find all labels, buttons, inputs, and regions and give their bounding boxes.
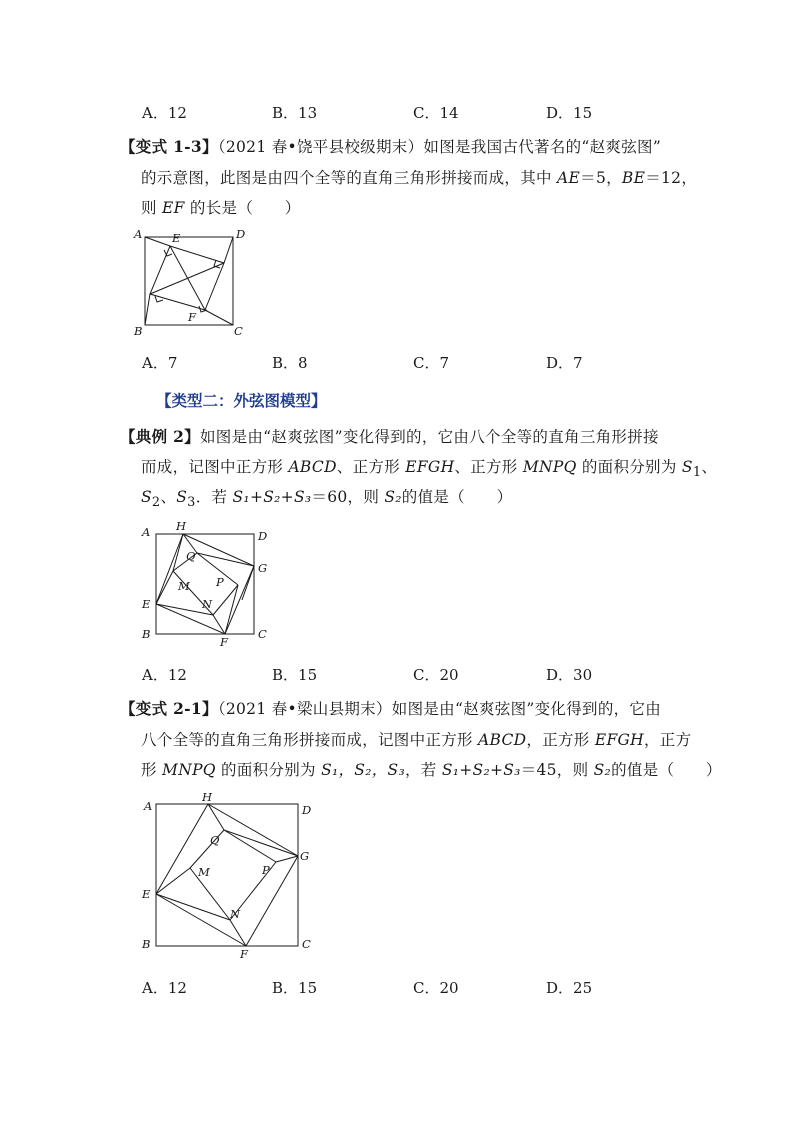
v21-text-2b: ，正方形 <box>526 731 595 749</box>
v21-label-f: F <box>240 947 248 961</box>
v21-var-s2: S₂ <box>593 761 612 779</box>
v21-label-q: Q <box>210 833 220 847</box>
v21-option-c[interactable]: C．20 <box>413 979 459 997</box>
ex2-label-e: E <box>142 597 151 611</box>
ex2-label-a: A <box>142 525 151 539</box>
ex2-line-1 <box>120 425 659 447</box>
v21-outer-square <box>156 804 298 946</box>
v21-label-m: M <box>198 865 210 879</box>
v21-var-efgh: EFGH <box>594 731 644 749</box>
v21-text-3e: 的值是（ ） <box>611 761 722 779</box>
q13-text-1: 如图是我国古代著名的“赵爽弦图” <box>423 138 662 156</box>
ex2-option-c[interactable]: C．20 <box>413 666 459 684</box>
ex2-label-g: G <box>258 561 268 575</box>
ex2-sub-3: 3 <box>187 495 196 511</box>
q13-label-d: D <box>236 227 246 241</box>
q13-var-be: BE <box>621 169 646 187</box>
ex2-hidden <box>242 566 254 600</box>
q13-label-b: B <box>134 324 143 338</box>
q13-var-ae: AE <box>557 169 581 187</box>
ex2-line-2 <box>141 455 717 480</box>
ex2-label-d: D <box>258 529 268 543</box>
v21-line-3 <box>141 758 722 780</box>
ex2-label-c: C <box>258 627 267 641</box>
v21-option-a[interactable]: A．12 <box>142 979 187 997</box>
ex2-figure <box>136 516 276 652</box>
ex2-sub-1: 1 <box>692 465 702 481</box>
ex2-label-n: N <box>202 597 213 611</box>
v21-var-s123: S₁，S₂，S₃ <box>321 761 405 779</box>
ex2-var-mnpq: MNPQ <box>522 458 577 476</box>
ex2-label-q: Q <box>186 549 196 563</box>
ex2-tag: 【典例 2】 <box>120 427 200 446</box>
v21-text-1: 如图是由“赵爽弦图”变化得到的，它由 <box>391 700 662 718</box>
ex2-var-s3: S <box>176 488 188 506</box>
ex2-var-s1: S <box>681 458 693 476</box>
v21-label-g: G <box>300 849 310 863</box>
v21-var-sum: S₁+S₂+S₃ <box>441 761 521 779</box>
v21-option-b[interactable]: B．15 <box>272 979 318 997</box>
ex2-option-b[interactable]: B．15 <box>272 666 318 684</box>
v21-label-h: H <box>202 790 213 804</box>
option-b[interactable]: B．13 <box>272 104 318 122</box>
ex2-text-2b: 、正方形 <box>336 458 406 476</box>
ex2-sub-2: 2 <box>151 495 161 511</box>
ex2-label-f: F <box>220 635 228 649</box>
q13-figure <box>130 222 250 344</box>
v21-label-c: C <box>302 937 311 951</box>
q13-option-a[interactable]: A．7 <box>142 354 178 372</box>
v21-line-2 <box>141 728 691 750</box>
v21-text-2a: 八个全等的直角三角形拼接而成，记图中正方形 <box>141 731 479 749</box>
q13-text-2b: ＝5， <box>580 169 622 187</box>
v21-text-2c: ，正方 <box>644 731 692 749</box>
ex2-text-1: 如图是由“赵爽弦图”变化得到的，它由八个全等的直角三角形拼接 <box>199 428 659 446</box>
ex2-var-sum: S₁+S₂+S₃ <box>232 488 312 506</box>
q13-text-3a: 则 <box>141 199 163 217</box>
q13-line-1 <box>120 135 661 157</box>
q13-line-2 <box>141 166 697 188</box>
section-heading-type-2: 【类型二：外弦图模型】 <box>156 392 327 410</box>
ex2-square-efgh <box>156 534 254 634</box>
ex2-text-3b: ．若 <box>195 488 233 506</box>
q13-option-c[interactable]: C．7 <box>413 354 450 372</box>
ex2-option-a[interactable]: A．12 <box>142 666 187 684</box>
v21-line-1 <box>120 697 661 719</box>
option-a[interactable]: A．12 <box>142 104 187 122</box>
ex2-label-p: P <box>216 575 224 589</box>
v21-var-abcd: ABCD <box>478 731 527 749</box>
ex2-label-h: H <box>176 519 187 533</box>
q13-option-b[interactable]: B．8 <box>272 354 308 372</box>
ex2-label-b: B <box>142 627 151 641</box>
v21-text-3d: ＝45，则 <box>520 761 594 779</box>
q13-label-a: A <box>134 227 143 241</box>
q13-option-d[interactable]: D．7 <box>546 354 583 372</box>
ex2-var-efgh: EFGH <box>405 458 455 476</box>
v21-text-3b: 的面积分别为 <box>215 761 322 779</box>
ex2-var-s2: S <box>141 488 152 506</box>
ex2-text-3d: 的值是（ ） <box>401 488 513 506</box>
q13-label-c: C <box>234 324 243 338</box>
v21-text-3a: 形 <box>141 761 163 779</box>
v21-label-e: E <box>142 887 151 901</box>
option-d[interactable]: D．15 <box>546 104 593 122</box>
ex2-outer-square <box>156 534 254 634</box>
q13-text-2a: 的示意图，此图是由四个全等的直角三角形拼接而成，其中 <box>141 169 558 187</box>
v21-figure <box>136 790 326 962</box>
v21-label-d: D <box>302 803 312 817</box>
v21-text-3c: ，若 <box>404 761 442 779</box>
ex2-text-3c: ＝60，则 <box>311 488 385 506</box>
v21-tag: 【变式 2-1】 <box>120 699 218 718</box>
ex2-label-m: M <box>178 579 190 593</box>
q13-text-3b: 的长是（ ） <box>184 199 301 217</box>
q13-source: （2021 春•饶平县校级期末） <box>217 138 424 156</box>
q13-label-f: F <box>188 310 196 324</box>
ex2-var-abcd: ABCD <box>288 458 337 476</box>
v21-label-b: B <box>142 937 151 951</box>
ex2-text-2a: 而成，记图中正方形 <box>141 458 289 476</box>
v21-var-mnpq: MNPQ <box>162 761 216 779</box>
ex2-text-2c: 、正方形 <box>454 458 523 476</box>
ex2-text-2e: 、 <box>701 458 718 476</box>
q13-tag: 【变式 1-3】 <box>120 137 218 156</box>
v21-source: （2021 春•梁山县期末） <box>217 700 392 718</box>
v21-label-a: A <box>144 799 153 813</box>
ex2-line-3 <box>141 485 512 510</box>
v21-label-p: P <box>262 863 270 877</box>
ex2-text-3a: 、 <box>160 488 177 506</box>
ex2-var-s2b: S₂ <box>384 488 402 506</box>
q13-var-ef: EF <box>162 199 185 217</box>
v21-option-d[interactable]: D．25 <box>546 979 593 997</box>
q13-text-2c: ＝12， <box>645 169 698 187</box>
v21-label-n: N <box>230 907 241 921</box>
q13-label-e: E <box>172 231 181 245</box>
option-c[interactable]: C．14 <box>413 104 459 122</box>
ex2-text-2d: 的面积分别为 <box>576 458 682 476</box>
q13-line-3 <box>141 196 301 218</box>
ex2-option-d[interactable]: D．30 <box>546 666 593 684</box>
